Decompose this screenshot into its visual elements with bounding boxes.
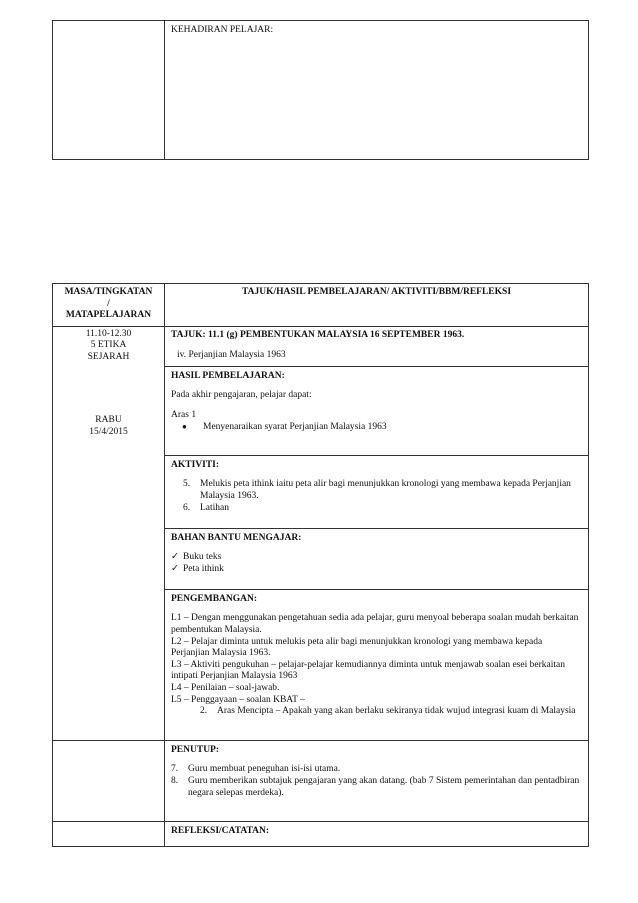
aktiviti-heading: AKTIVITI: — [171, 459, 220, 470]
header-col1-line1: MASA/TINGKATAN — [64, 287, 153, 297]
bbm-cell — [165, 528, 589, 589]
checkmark-icon: ✓ — [171, 552, 179, 563]
penutup-cell — [165, 740, 589, 821]
l2-text: L2 – Pelajar diminta untuk melukis peta alir bagi menunjukkan kronologi yang membawa kepada Perjanjian Malaysia 1963. — [171, 636, 543, 659]
penutup-left-cell — [53, 740, 165, 821]
l1-text: L1 – Dengan menggunakan pengetahuan sedia ada pelajar, guru menyoal beberapa soalan mudah berkaitan pembentukan Malaysia. — [171, 613, 579, 636]
list-item: 6. Latihan — [183, 502, 230, 513]
list-item: 2. Aras Mencipta – Apakah yang akan berlaku sekiranya tidak wujud integrasi kuam di Malaysia — [200, 706, 576, 717]
attendance-table — [52, 20, 589, 160]
pengembangan-heading: PENGEMBANGAN: — [171, 593, 258, 604]
lesson-info-cell — [53, 326, 165, 740]
tajuk-row — [53, 326, 589, 366]
l5-text: L5 – Penggayaan – soalan KBAT – — [171, 694, 305, 705]
attendance-label: KEHADIRAN PELAJAR: — [171, 25, 274, 35]
refleksi-cell — [165, 821, 589, 846]
attendance-cell — [165, 21, 589, 160]
header-col2 — [165, 284, 589, 327]
l3-text: L3 – Aktiviti pengukuhan – pelajar-pelajar kemudiannya diminta untuk menjawab soalan esei berkaitan intipati Perjanjian Malaysia 1963 — [171, 659, 565, 682]
header-col1-line2: / — [107, 298, 110, 309]
list-item: 7. Guru membuat peneguhan isi-isi utama. — [171, 764, 341, 775]
header-col2-text: TAJUK/HASIL PEMBELAJARAN/ AKTIVITI/BBM/REFLEKSI — [241, 287, 512, 297]
penutup-heading: PENUTUP: — [171, 744, 220, 755]
header-col1 — [53, 284, 165, 327]
list-item: 8. Guru memberikan subtajuk pengajaran yang akan datang. (bab 7 Sistem pemerintahan dan pentadbiran negara selepas merdeka). — [171, 776, 580, 798]
hari-text: RABU — [95, 415, 122, 426]
subjek-text: SEJARAH — [87, 351, 130, 362]
refleksi-left-cell — [53, 821, 165, 846]
hasil-bullet-item: ● Menyenaraikan syarat Perjanjian Malaysia 1963 — [182, 421, 387, 432]
tingkatan-text: 5 ETIKA — [90, 340, 127, 351]
header-col1-line3: MATAPELAJARAN — [65, 310, 152, 321]
refleksi-heading: REFLEKSI/CATATAN: — [171, 825, 270, 836]
list-item: ✓ Peta ithink — [171, 564, 224, 575]
tajuk-sub: iv. Perjanjian Malaysia 1963 — [177, 350, 286, 361]
hasil-heading: HASIL PEMBELAJARAN: — [171, 370, 285, 381]
bullet-icon: ● — [182, 421, 187, 431]
masa-text: 11.10-12.30 — [85, 328, 132, 339]
refleksi-row — [53, 821, 589, 846]
hasil-aras: Aras 1 — [171, 410, 197, 421]
hasil-intro: Pada akhir pengajaran, pelajar dapat: — [171, 390, 312, 401]
tajuk-cell — [165, 326, 589, 366]
table-header-row — [53, 284, 589, 327]
pengembangan-cell — [165, 589, 589, 740]
aktiviti-cell — [165, 455, 589, 528]
checkmark-icon: ✓ — [171, 564, 179, 575]
penutup-row — [53, 740, 589, 821]
attendance-left-cell — [53, 21, 165, 160]
lesson-plan-table — [52, 283, 589, 847]
l4-text: L4 – Penilaian – soal-jawab. — [171, 682, 280, 693]
tajuk-title: TAJUK: 11.1 (g) PEMBENTUKAN MALAYSIA 16 SEPTEMBER 1963. — [171, 329, 465, 340]
hasil-cell — [165, 366, 589, 455]
list-item: 5. Melukis peta ithink iaitu peta alir bagi menunjukkan kronologi yang membawa kepada Perjanjian Malaysia 1963. — [183, 479, 571, 502]
tarikh-text: 15/4/2015 — [89, 427, 128, 438]
list-item: ✓ Buku teks — [171, 552, 222, 563]
bbm-heading: BAHAN BANTU MENGAJAR: — [171, 532, 302, 543]
